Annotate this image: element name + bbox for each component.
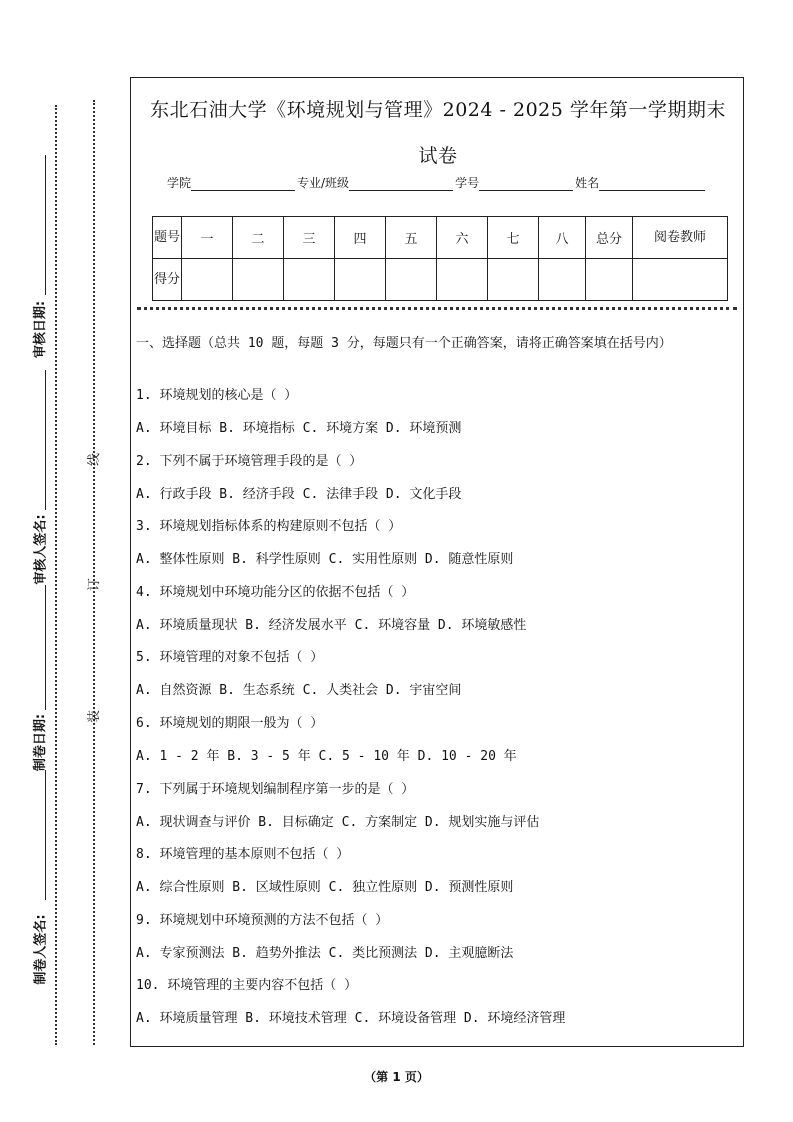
question-stem: 1. 环境规划的核心是（ ） (136, 388, 298, 403)
bind-char-order: 订 (87, 577, 103, 592)
question-options: A. 自然资源 B. 生态系统 C. 人类社会 D. 宇宙空间 (136, 683, 462, 699)
exam-title-line2: 试卷 (418, 145, 458, 167)
college-label: 学院 (167, 176, 192, 190)
question-stem: 2. 下列不属于环境管理手段的是（ ） (136, 453, 363, 469)
question-options: A. 环境质量现状 B. 经济发展水平 C. 环境容量 D. 环境敏感性 (136, 617, 527, 633)
question-options: A. 环境质量管理 B. 环境技术管理 C. 环境设备管理 D. 环境经济管理 (136, 1011, 566, 1027)
score-col-1: 一 (182, 217, 233, 259)
question-options: A. 1 - 2 年 B. 3 - 5 年 C. 5 - 10 年 D. 10 - 20 年 (136, 749, 517, 764)
score-row1-label: 题号 (153, 217, 182, 259)
bind-char-line: 线 (87, 452, 103, 467)
score-cell[interactable] (539, 259, 586, 301)
question-options: A. 行政手段 B. 经济手段 C. 法律手段 D. 文化手段 (136, 486, 462, 502)
score-cell[interactable] (233, 259, 284, 301)
score-col-6: 六 (437, 217, 488, 259)
student-no-field[interactable] (479, 176, 573, 191)
college-field[interactable] (191, 176, 295, 191)
score-col-4: 四 (335, 217, 386, 259)
question-options: A. 环境目标 B. 环境指标 C. 环境方案 D. 环境预测 (136, 421, 462, 436)
score-cell[interactable] (386, 259, 437, 301)
score-col-grader: 阅卷教师 (633, 217, 728, 259)
question-stem: 8. 环境管理的基本原则不包括（ ） (136, 847, 350, 863)
question-options: A. 综合性原则 B. 区域性原则 C. 独立性原则 D. 预测性原则 (136, 880, 514, 896)
score-col-3: 三 (284, 217, 335, 259)
exam-frame (130, 77, 744, 1047)
question-options: A. 现状调查与评价 B. 目标确定 C. 方案制定 D. 规划实施与评估 (136, 814, 540, 830)
review-date-label: 审核日期: (33, 300, 49, 359)
reviewer-sign-line (45, 370, 46, 510)
bind-char-pack: 装 (87, 709, 103, 724)
name-field[interactable] (599, 176, 705, 191)
score-col-2: 二 (233, 217, 284, 259)
score-cell[interactable] (437, 259, 488, 301)
make-date-label: 制卷日期: (33, 713, 49, 772)
question-options: A. 整体性原则 B. 科学性原则 C. 实用性原则 D. 随意性原则 (136, 552, 514, 568)
name-label: 姓名 (575, 176, 600, 190)
major-label: 专业/班级 (297, 176, 350, 190)
score-col-7: 七 (488, 217, 539, 259)
make-date-line (45, 585, 46, 710)
student-no-label: 学号 (455, 176, 480, 190)
student-info-row (167, 174, 707, 191)
question-stem: 3. 环境规划指标体系的构建原则不包括（ ） (136, 519, 402, 535)
major-field[interactable] (349, 176, 453, 191)
question-stem: 7. 下列属于环境规划编制程序第一步的是（ ） (136, 781, 415, 797)
question-stem: 9. 环境规划中环境预测的方法不包括（ ） (136, 912, 389, 928)
score-cell[interactable] (284, 259, 335, 301)
question-stem: 10. 环境管理的主要内容不包括（ ） (136, 978, 358, 994)
question-stem: 6. 环境规划的期限一般为（ ） (136, 716, 324, 731)
question-stem: 5. 环境管理的对象不包括（ ） (136, 650, 324, 666)
reviewer-sign-label: 审核人签名: (33, 514, 49, 585)
score-col-5: 五 (386, 217, 437, 259)
page-number: （第 1 页） (364, 1070, 429, 1084)
review-date-line (45, 155, 46, 295)
score-col-8: 八 (539, 217, 586, 259)
maker-sign-label: 制卷人签名: (33, 914, 49, 985)
score-cell[interactable] (488, 259, 539, 301)
score-cell[interactable] (586, 259, 633, 301)
binding-dotted-line-outer (55, 105, 57, 1045)
score-cell[interactable] (182, 259, 233, 301)
maker-sign-line (45, 770, 46, 900)
question-options: A. 专家预测法 B. 趋势外推法 C. 类比预测法 D. 主观臆断法 (136, 945, 514, 961)
score-col-total: 总分 (586, 217, 633, 259)
exam-title-line1: 东北石油大学《环境规划与管理》2024 - 2025 学年第一学期期末 (150, 99, 726, 121)
section-separator (137, 307, 737, 310)
score-cell[interactable] (633, 259, 728, 301)
section-intro: 一、选择题（总共 10 题，每题 3 分，每题只有一个正确答案，请将正确答案填在括号内） (136, 336, 672, 351)
score-cell[interactable] (335, 259, 386, 301)
score-row2-label: 得分 (153, 259, 182, 301)
binding-dotted-line-inner (93, 100, 95, 1045)
exam-title (131, 90, 745, 176)
score-table (152, 216, 728, 301)
question-stem: 4. 环境规划中环境功能分区的依据不包括（ ） (136, 584, 415, 600)
